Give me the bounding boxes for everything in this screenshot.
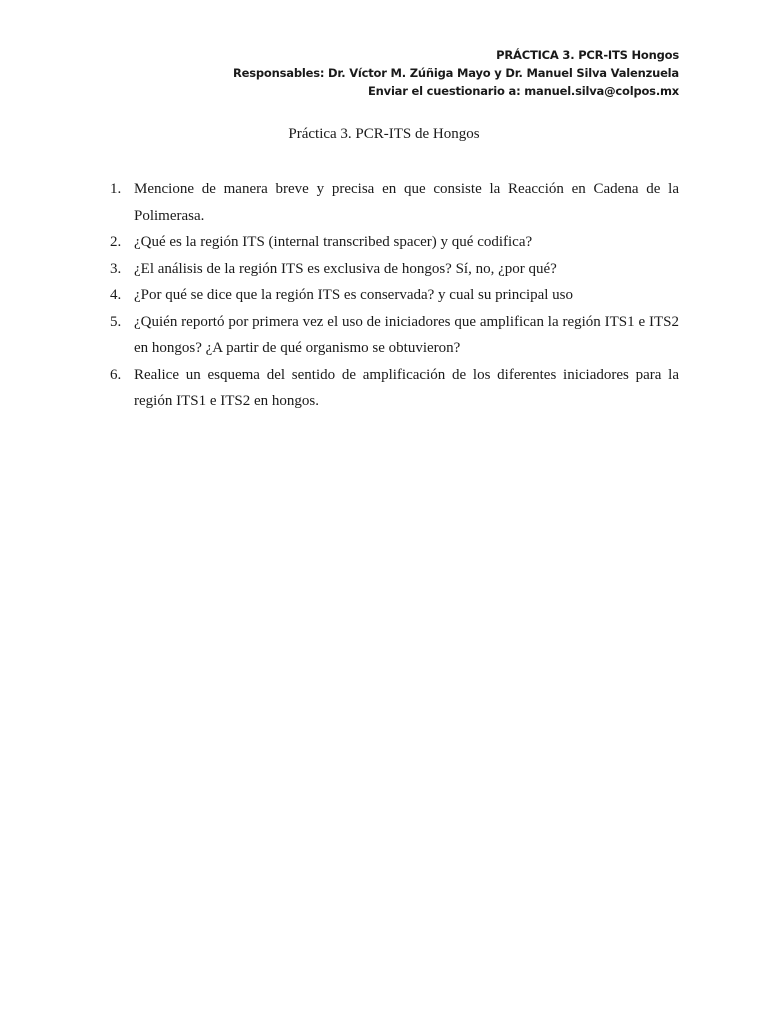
question-text: ¿Quién reportó por primera vez el uso de iniciadores que amplifican la región ITS1 e ITS2 en hongos? ¿A partir de qué organismo se obtuvieron? [134, 313, 679, 356]
question-number: 3. [110, 260, 122, 277]
question-text: ¿Por qué se dice que la región ITS es conservada? y cual su principal uso [134, 287, 574, 303]
question-item [104, 256, 679, 283]
question-text: Realice un esquema del sentido de amplificación de los diferentes iniciadores para la región ITS1 e ITS2 en hongos. [134, 366, 679, 409]
question-number: 2. [110, 234, 122, 250]
page-header [233, 46, 679, 100]
header-email-instruction: Enviar el cuestionario a: manuel.silva@colpos.mx [368, 84, 679, 98]
question-number: 4. [110, 287, 122, 303]
question-number: 1. [110, 181, 122, 197]
header-practice-title: PRÁCTICA 3. PCR-ITS Hongos [496, 48, 679, 62]
question-number: 5. [110, 313, 122, 330]
question-text: ¿Qué es la región ITS (internal transcribed spacer) y qué codifica? [134, 234, 533, 250]
question-item [104, 176, 679, 229]
question-item [104, 229, 679, 256]
question-item [104, 282, 679, 309]
header-responsables: Responsables: Dr. Víctor M. Zúñiga Mayo y Dr. Manuel Silva Valenzuela [233, 66, 679, 80]
document-title: Práctica 3. PCR-ITS de Hongos [288, 126, 480, 142]
question-text: ¿El análisis de la región ITS es exclusiva de hongos? Sí, no, ¿por qué? [134, 260, 557, 277]
question-item [104, 362, 679, 415]
question-item [104, 309, 679, 362]
question-list [104, 176, 679, 415]
question-text: Mencione de manera breve y precisa en que consiste la Reacción en Cadena de la Polimerasa. [134, 181, 679, 224]
question-number: 6. [110, 366, 122, 383]
